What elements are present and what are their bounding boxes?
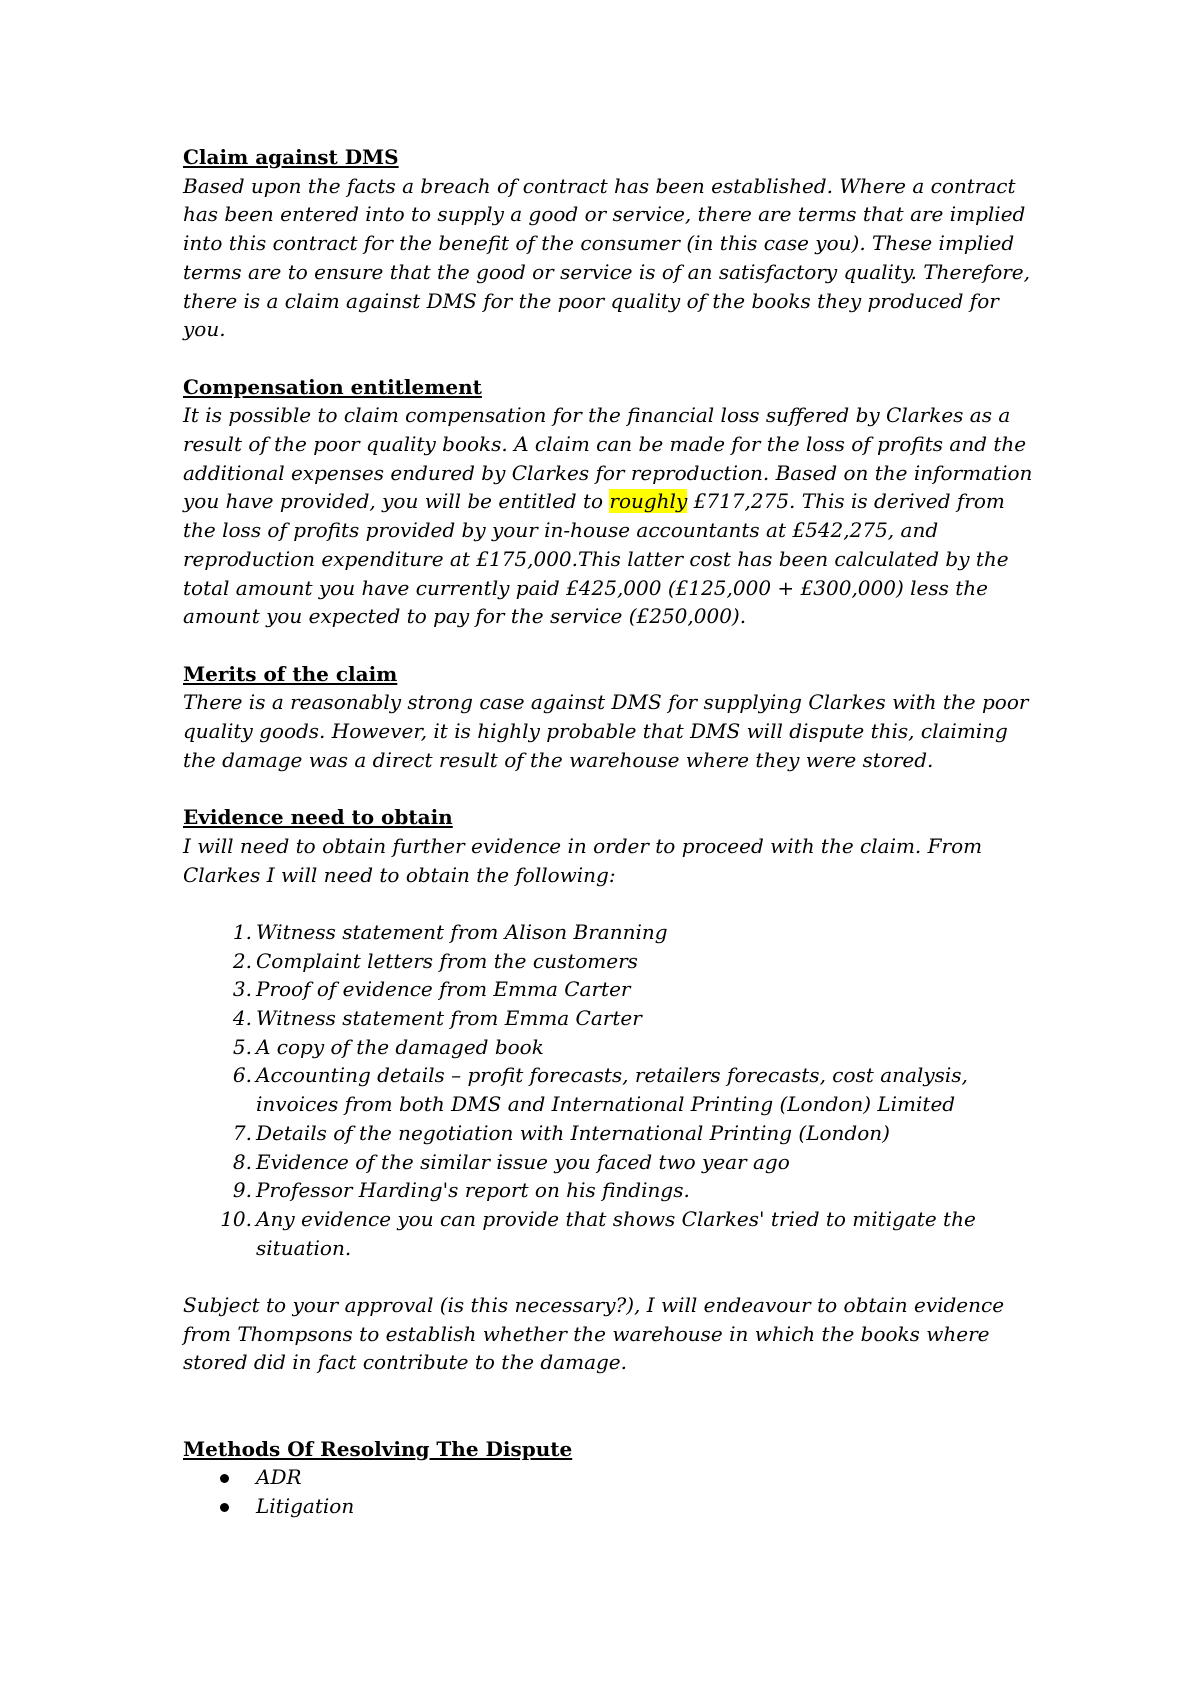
spacer: [183, 1262, 1043, 1291]
list-number: 6.: [232, 1063, 252, 1088]
compensation-text-start: It is possible to claim compensation for the financial loss suffered by Clarkes as a result of the poor quality books. A claim can be made for the loss of profits and the additional expenses endured by Clarkes for reproduction. Based on the information you have provided, you will be entitled to: [183, 403, 1033, 514]
list-item-text: Witness statement from Emma Carter: [256, 1006, 642, 1031]
list-number: 10.: [220, 1206, 252, 1231]
bullet-icon: [220, 1503, 229, 1512]
list-number: 5.: [232, 1034, 252, 1059]
claim-heading: Claim against DMS: [183, 145, 399, 169]
list-number: 7.: [232, 1120, 252, 1145]
evidence-item: [183, 1205, 1043, 1262]
highlighted-word: roughly: [609, 489, 688, 514]
compensation-body: [183, 401, 1043, 631]
list-number: 9.: [232, 1178, 252, 1203]
evidence-item: [183, 947, 1043, 976]
evidence-item: [183, 1176, 1043, 1205]
evidence-item: [183, 1148, 1043, 1177]
list-number: 8.: [232, 1149, 252, 1174]
compensation-heading: Compensation entitlement: [183, 374, 482, 399]
evidence-item: [183, 1033, 1043, 1062]
methods-list: [183, 1463, 1043, 1520]
spacer: [183, 344, 1043, 373]
list-number: 1.: [232, 919, 252, 944]
evidence-item: [183, 1119, 1043, 1148]
evidence-item: [183, 975, 1043, 1004]
list-item-text: Complaint letters from the customers: [256, 948, 638, 973]
evidence-closing: Subject to your approval (is this necessary?), I will endeavour to obtain evidence from Thompsons to establish whether the warehouse in which the books where stored did in fact contribute to the damage.: [183, 1293, 1005, 1375]
evidence-intro: I will need to obtain further evidence in order to proceed with the claim. From Clarkes I will need to obtain the following:: [183, 833, 983, 887]
merits-body: There is a reasonably strong case against DMS for supplying Clarkes with the poor quality goods. However, it is highly probable that DMS will dispute this, claiming the damage was a direct result of the warehouse where they were stored.: [183, 690, 1029, 772]
spacer: [183, 774, 1043, 803]
list-item-text: Evidence of the similar issue you faced two year ago: [256, 1149, 790, 1174]
list-item-text: Details of the negotiation with International Printing (London): [256, 1120, 890, 1145]
evidence-list: [183, 918, 1043, 1262]
list-item-text: Professor Harding's report on his findings.: [256, 1178, 690, 1203]
evidence-item: [183, 1061, 1043, 1118]
list-item-text: Proof of evidence from Emma Carter: [256, 977, 631, 1002]
list-item-text: Any evidence you can provide that shows Clarkes' tried to mitigate the situation.: [256, 1206, 976, 1260]
list-number: 2.: [232, 948, 252, 973]
evidence-heading: Evidence need to obtain: [183, 805, 453, 830]
spacer: [183, 1377, 1043, 1434]
list-item-text: Litigation: [256, 1493, 355, 1518]
list-item-text: A copy of the damaged book: [256, 1034, 544, 1059]
list-item-text: Accounting details – profit forecasts, retailers forecasts, cost analysis, invoices from both DMS and International Printing (London) Limited: [256, 1063, 968, 1117]
evidence-item: [183, 918, 1043, 947]
list-item: [183, 1463, 1043, 1492]
list-number: 3.: [232, 977, 252, 1002]
document-page: [183, 143, 1043, 1521]
evidence-item: [183, 1004, 1043, 1033]
spacer: [183, 889, 1043, 918]
spacer: [183, 631, 1043, 660]
claim-body: Based upon the facts a breach of contract has been established. Where a contract has been entered into to supply a good or service, there are terms that are implied into this contract for the benefit of the consumer (in this case you). These implied terms are to ensure that the good or service is of an satisfactory quality. Therefore, there is a claim against DMS for the poor quality of the books they produced for you.: [183, 173, 1030, 342]
list-item: [183, 1492, 1043, 1521]
list-item-text: ADR: [256, 1465, 302, 1490]
merits-heading: Merits of the claim: [183, 661, 398, 686]
list-number: 4.: [232, 1006, 252, 1031]
methods-heading: Methods Of Resolving The Dispute: [183, 1436, 573, 1461]
compensation-text-end: £717,275. This is derived from the loss of profits provided by your in-house accountants at £542,275, and reproduction expenditure at £175,000.This latter cost has been calculated by the total amount you have currently paid £425,000 (£125,000 + £300,000) less the amount you expected to pay for the service (£250,000).: [183, 489, 1009, 629]
list-item-text: Witness statement from Alison Branning: [256, 919, 668, 944]
bullet-icon: [220, 1474, 229, 1483]
